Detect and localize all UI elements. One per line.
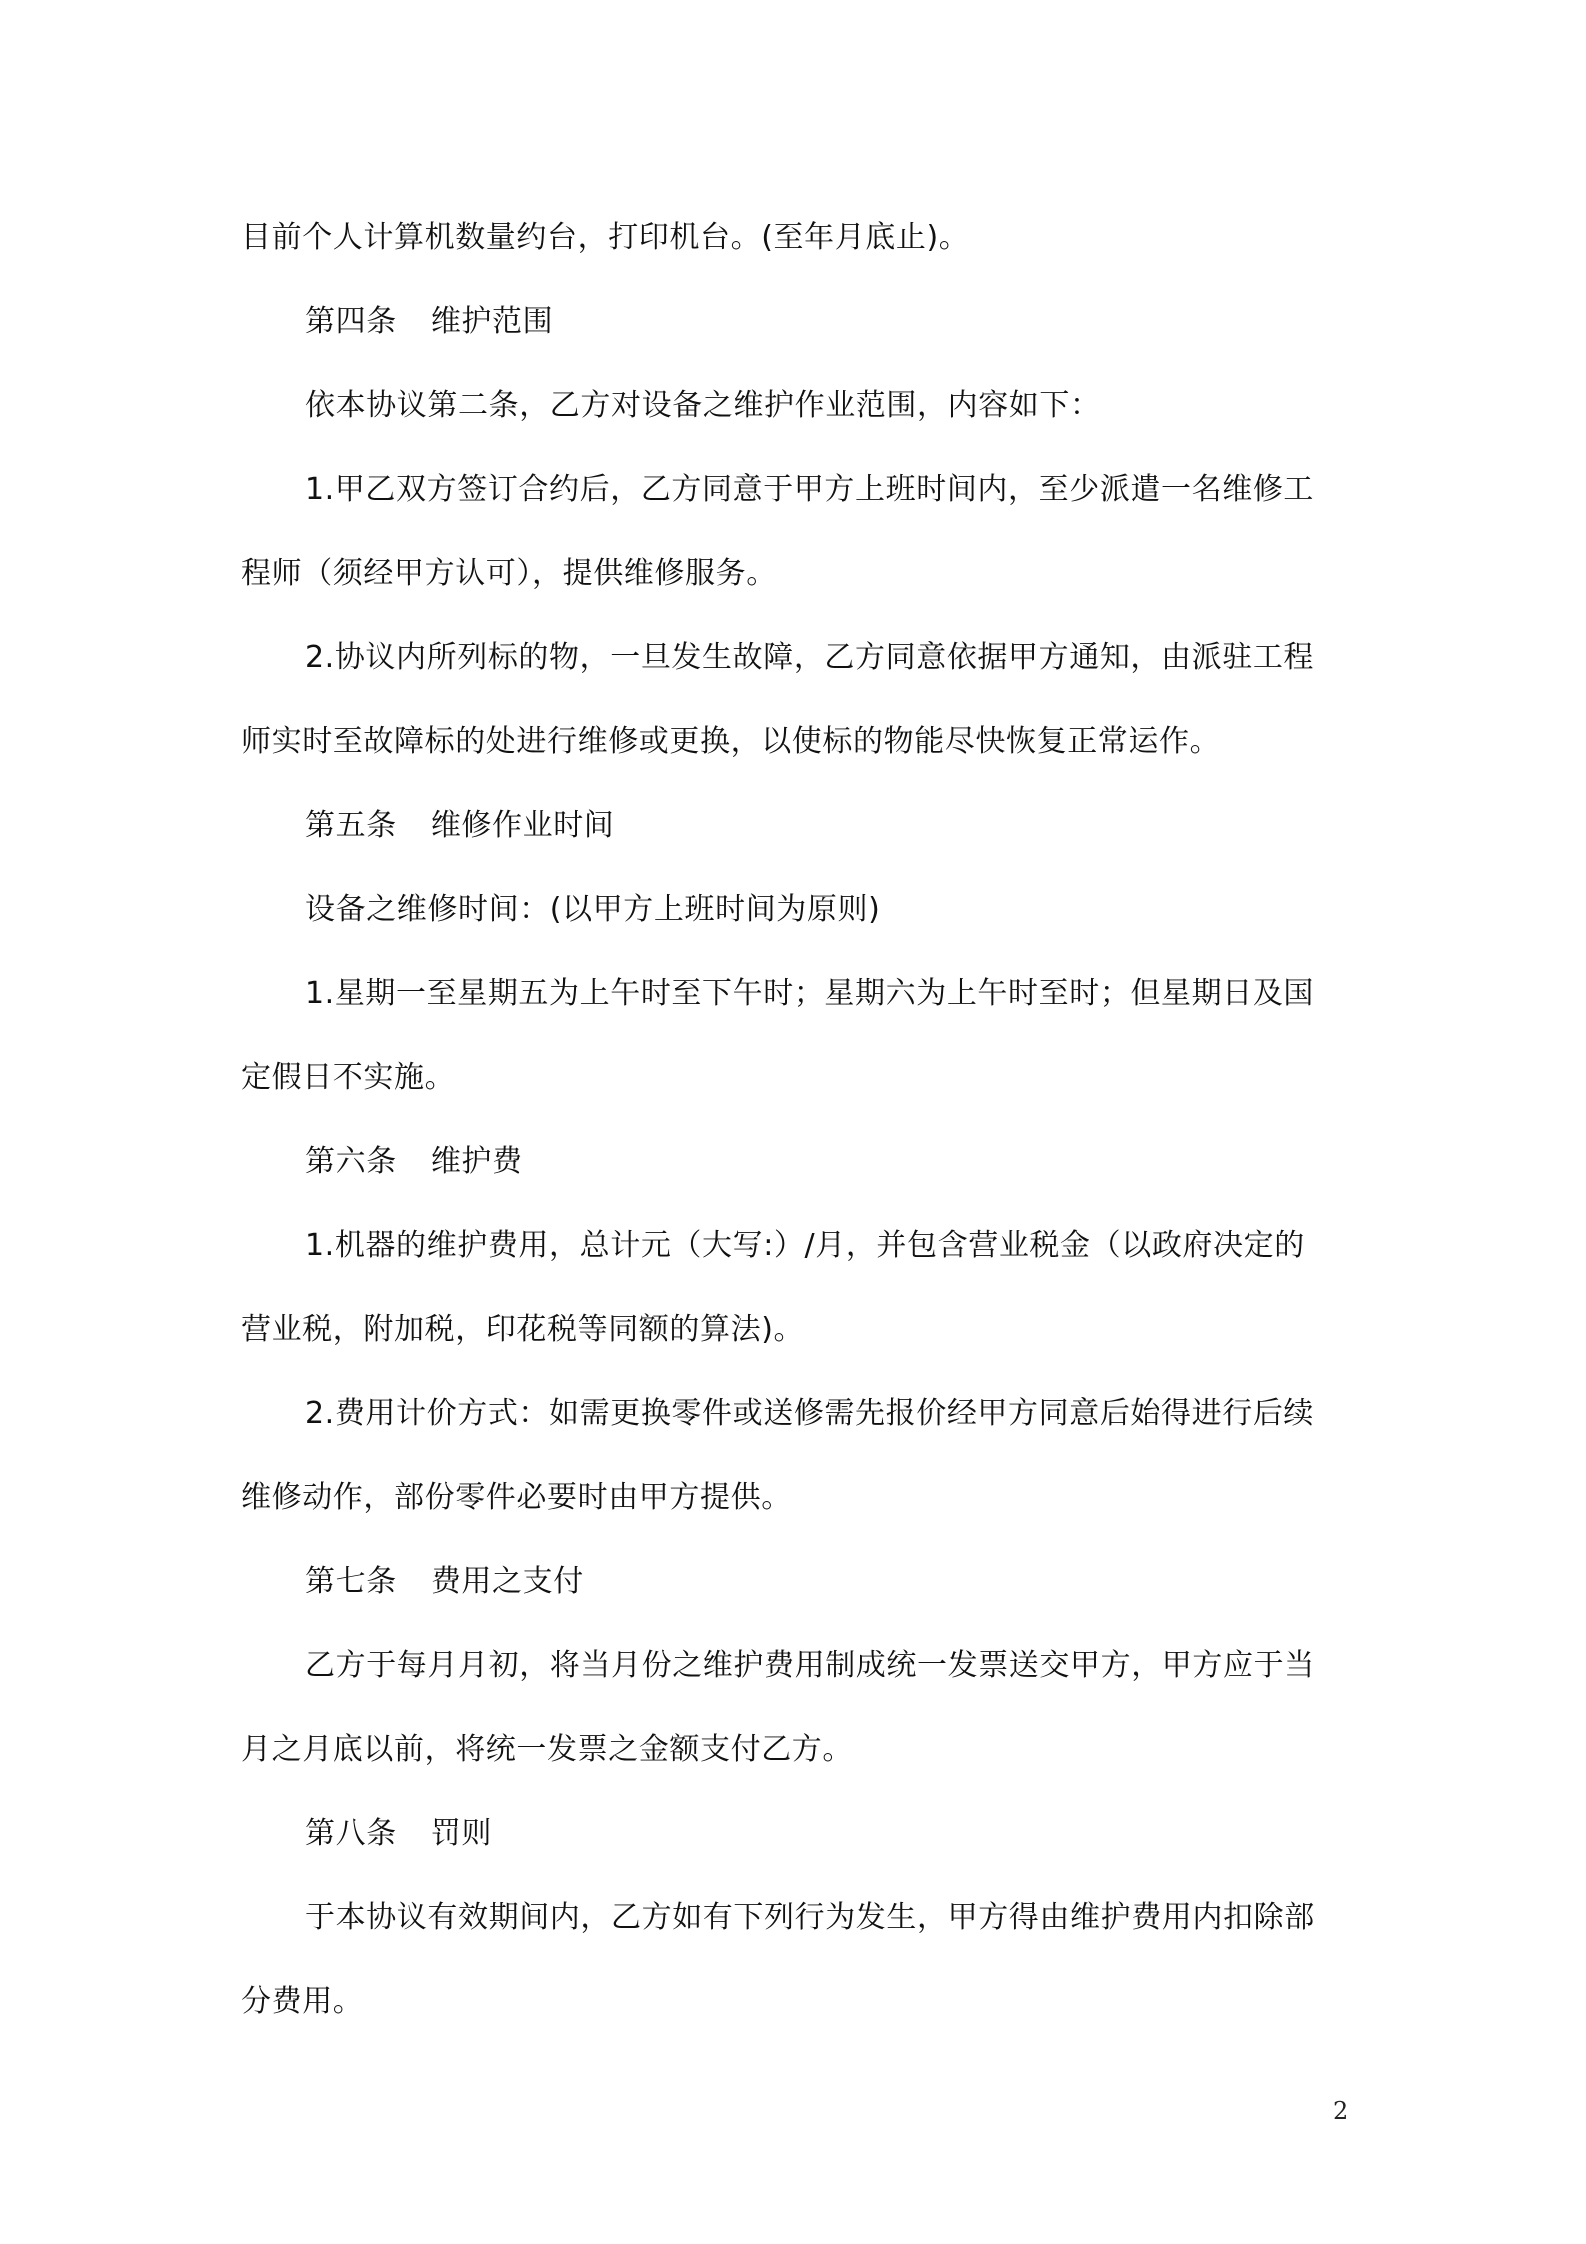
- body-line: 营业税，附加税，印花税等同额的算法)。: [241, 1312, 805, 1347]
- body-line: 定假日不实施。: [241, 1060, 456, 1095]
- body-line: 2.费用计价方式：如需更换零件或送修需先报价经甲方同意后始得进行后续: [305, 1396, 1315, 1431]
- body-line: 师实时至故障标的处进行维修或更换，以使标的物能尽快恢复正常运作。: [241, 724, 1221, 759]
- article-title: 维护费: [430, 1144, 523, 1179]
- article-title: 罚则: [430, 1816, 493, 1851]
- article-number: 第五条: [305, 808, 397, 843]
- body-line: 2.协议内所列标的物，一旦发生故障，乙方同意依据甲方通知，由派驻工程: [305, 640, 1315, 675]
- article-number: 第八条: [305, 1816, 397, 1851]
- body-line: 设备之维修时间：(以甲方上班时间为原则): [305, 892, 881, 927]
- body-line: 于本协议有效期间内，乙方如有下列行为发生，甲方得由维护费用内扣除部: [305, 1900, 1315, 1935]
- article-heading: [241, 1120, 1361, 1204]
- article-number: 第四条: [305, 304, 397, 339]
- article-title: 维修作业时间: [430, 808, 615, 843]
- article-heading: [241, 1792, 1361, 1876]
- body-line: 月之月底以前，将统一发票之金额支付乙方。: [241, 1732, 853, 1767]
- article-number: 第七条: [305, 1564, 397, 1599]
- document-body: [241, 196, 1361, 2044]
- body-line: 1.机器的维护费用，总计元（大写:）/月，并包含营业税金（以政府决定的: [305, 1228, 1305, 1263]
- article-number: 第六条: [305, 1144, 397, 1179]
- body-line: 维修动作，部份零件必要时由甲方提供。: [241, 1480, 792, 1515]
- article-title: 费用之支付: [430, 1564, 584, 1599]
- article-heading: [241, 1540, 1361, 1624]
- body-line: 1.甲乙双方签订合约后，乙方同意于甲方上班时间内，至少派遣一名维修工: [305, 472, 1315, 507]
- body-line: 乙方于每月月初，将当月份之维护费用制成统一发票送交甲方，甲方应于当: [305, 1648, 1315, 1683]
- body-line: 目前个人计算机数量约台，打印机台。(至年月底止)。: [241, 220, 970, 255]
- body-line: 依本协议第二条，乙方对设备之维护作业范围，内容如下：: [305, 388, 1101, 423]
- article-heading: [241, 280, 1361, 364]
- body-line: 程师（须经甲方认可），提供维修服务。: [241, 556, 777, 591]
- article-title: 维护范围: [430, 304, 554, 339]
- body-line: 1.星期一至星期五为上午时至下午时；星期六为上午时至时；但星期日及国: [305, 976, 1315, 1011]
- page-number: 2: [1333, 2097, 1349, 2125]
- body-line: 分费用。: [241, 1984, 364, 2019]
- article-heading: [241, 784, 1361, 868]
